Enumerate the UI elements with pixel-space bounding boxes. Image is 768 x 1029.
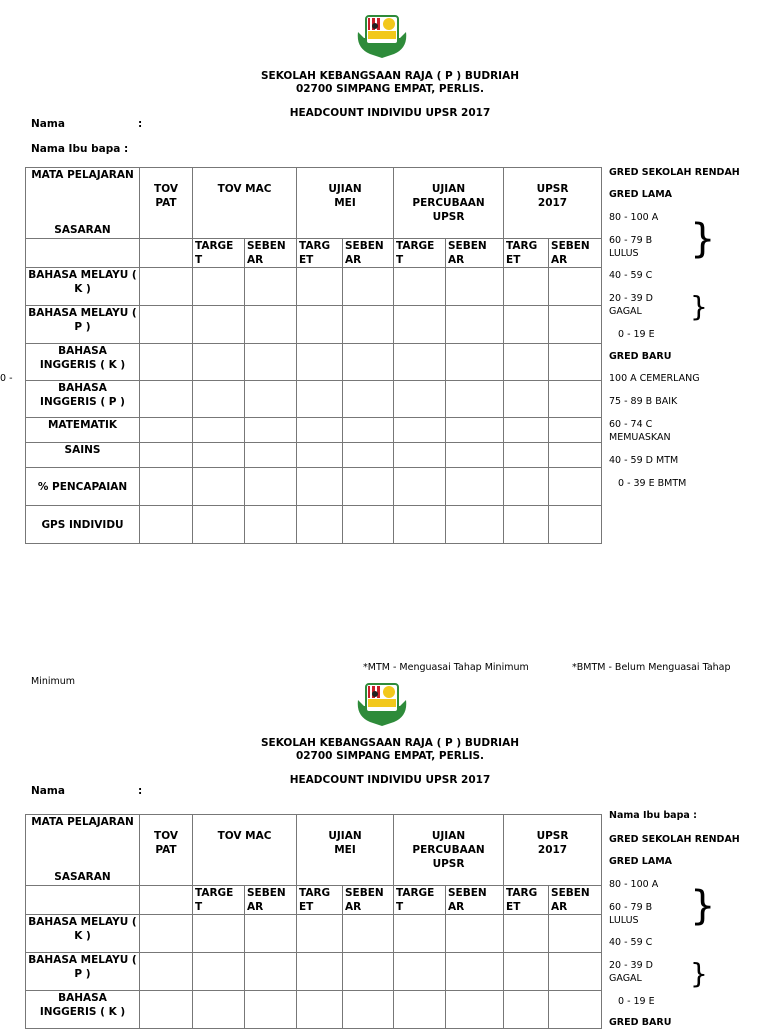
grade-old-item: 80 - 100 A	[609, 212, 659, 223]
col-ujian-mei: UJIAN MEI	[297, 168, 394, 239]
grade-new-item: 0 - 39 E BMTM	[618, 478, 687, 489]
sub-sebenar: SEBEN AR	[446, 886, 504, 915]
brace-lulus-icon: }	[690, 216, 716, 262]
school-address: 02700 SIMPANG EMPAT, PERLIS.	[295, 83, 485, 95]
grade-old-item: LULUS	[609, 248, 639, 259]
nama-colon: :	[138, 785, 143, 797]
subject-row-label: BAHASA MELAYU ( P )	[26, 953, 140, 991]
nama-ibu-bapa-label: Nama Ibu bapa :	[31, 143, 129, 155]
sub-target: TARGE T	[193, 886, 245, 915]
col-tov-pat: TOV PAT	[140, 815, 193, 886]
grade-old-item: 20 - 39 D	[609, 960, 653, 971]
sub-sebenar: SEBEN AR	[343, 239, 394, 268]
grade-old-item: 60 - 79 B	[609, 235, 653, 246]
school-name: SEKOLAH KEBANGSAAN RAJA ( P ) BUDRIAH	[261, 70, 519, 82]
sub-target: TARG ET	[297, 239, 343, 268]
col-sasaran: SASARAN	[54, 871, 111, 883]
grade-old-item: 0 - 19 E	[618, 996, 655, 1007]
grade-new-title: GRED BARU	[609, 351, 672, 362]
brace-gagal-icon: }	[690, 290, 708, 323]
subject-row-label: BAHASA MELAYU ( P )	[26, 306, 140, 344]
subject-row-label: BAHASA MELAYU ( K )	[26, 268, 140, 306]
grade-old-title: GRED LAMA	[609, 856, 673, 867]
subject-row-label: BAHASA INGGERIS ( P )	[26, 381, 140, 418]
gps-row-label: GPS INDIVIDU	[26, 506, 140, 544]
grade-new-title: GRED BARU	[609, 1017, 672, 1028]
footnote-bmtm: *BMTM - Belum Menguasai Tahap	[572, 662, 731, 673]
col-mata-pelajaran: MATA PELAJARAN SASARAN	[26, 815, 140, 886]
grade-old-item: 40 - 59 C	[609, 270, 653, 281]
sub-target: TARGE T	[193, 239, 245, 268]
document-title: HEADCOUNT INDIVIDU UPSR 2017	[289, 107, 491, 119]
grade-legend-title: GRED SEKOLAH RENDAH	[609, 834, 740, 845]
col-upsr: UPSR 2017	[504, 168, 602, 239]
sub-sebenar: SEBEN AR	[245, 886, 297, 915]
grade-old-item: 60 - 79 B	[609, 902, 653, 913]
brace-lulus-icon: }	[690, 883, 716, 929]
sub-sebenar: SEBEN AR	[245, 239, 297, 268]
stray-text: 0 -	[0, 373, 13, 384]
footnote-mtm: *MTM - Menguasai Tahap Minimum	[363, 662, 529, 673]
sub-sebenar: SEBEN AR	[549, 886, 602, 915]
col-ujian-percubaan: UJIAN PERCUBAAN UPSR	[394, 815, 504, 886]
grade-new-item: 40 - 59 D MTM	[609, 455, 679, 466]
sub-target: TARGE T	[394, 239, 446, 268]
grade-old-item: GAGAL	[609, 973, 642, 984]
sub-target: TARGE T	[394, 886, 446, 915]
subject-row-label: BAHASA INGGERIS ( K )	[26, 991, 140, 1029]
nama-ibu-bapa-label: Nama Ibu bapa :	[609, 810, 697, 821]
school-name: SEKOLAH KEBANGSAAN RAJA ( P ) BUDRIAH	[261, 737, 519, 749]
sub-target: TARG ET	[297, 886, 343, 915]
sub-target: TARG ET	[504, 886, 549, 915]
sub-target: TARG ET	[504, 239, 549, 268]
grade-new-item: 75 - 89 B BAIK	[609, 396, 678, 407]
subject-row-label: BAHASA INGGERIS ( K )	[26, 344, 140, 381]
col-tov-pat: TOV PAT	[140, 168, 193, 239]
document-title: HEADCOUNT INDIVIDU UPSR 2017	[289, 774, 491, 786]
col-ujian-percubaan: UJIAN PERCUBAAN UPSR	[394, 168, 504, 239]
headcount-table	[25, 167, 602, 544]
col-ujian-mei: UJIAN MEI	[297, 815, 394, 886]
headcount-table	[25, 814, 602, 1029]
sub-sebenar: SEBEN AR	[446, 239, 504, 268]
brace-gagal-icon: }	[690, 957, 708, 990]
grade-new-item: MEMUASKAN	[609, 432, 671, 443]
grade-old-item: 40 - 59 C	[609, 937, 653, 948]
col-sasaran: SASARAN	[54, 224, 111, 236]
col-tov-mac: TOV MAC	[193, 815, 297, 886]
subject-row-label: SAINS	[26, 443, 140, 468]
col-mata-pelajaran: MATA PELAJARAN SASARAN	[26, 168, 140, 239]
grade-old-item: GAGAL	[609, 306, 642, 317]
nama-colon: :	[138, 118, 143, 130]
pencapaian-row-label: % PENCAPAIAN	[26, 468, 140, 506]
sub-sebenar: SEBEN AR	[549, 239, 602, 268]
subject-row-label: BAHASA MELAYU ( K )	[26, 915, 140, 953]
footnote-bmtm-cont: Minimum	[31, 676, 76, 687]
grade-old-title: GRED LAMA	[609, 189, 673, 200]
grade-old-item: 80 - 100 A	[609, 879, 659, 890]
school-address: 02700 SIMPANG EMPAT, PERLIS.	[295, 750, 485, 762]
col-upsr: UPSR 2017	[504, 815, 602, 886]
grade-old-item: LULUS	[609, 915, 639, 926]
grade-old-item: 0 - 19 E	[618, 329, 655, 340]
grade-new-item: 60 - 74 C	[609, 419, 653, 430]
nama-label: Nama	[31, 785, 65, 797]
grade-new-item: 100 A CEMERLANG	[609, 373, 700, 384]
school-crest-logo	[356, 682, 408, 728]
grade-old-item: 20 - 39 D	[609, 293, 653, 304]
sub-sebenar: SEBEN AR	[343, 886, 394, 915]
col-tov-mac: TOV MAC	[193, 168, 297, 239]
subject-row-label: MATEMATIK	[26, 418, 140, 443]
grade-legend-title: GRED SEKOLAH RENDAH	[609, 167, 740, 178]
school-crest-logo	[356, 14, 408, 60]
nama-label: Nama	[31, 118, 65, 130]
